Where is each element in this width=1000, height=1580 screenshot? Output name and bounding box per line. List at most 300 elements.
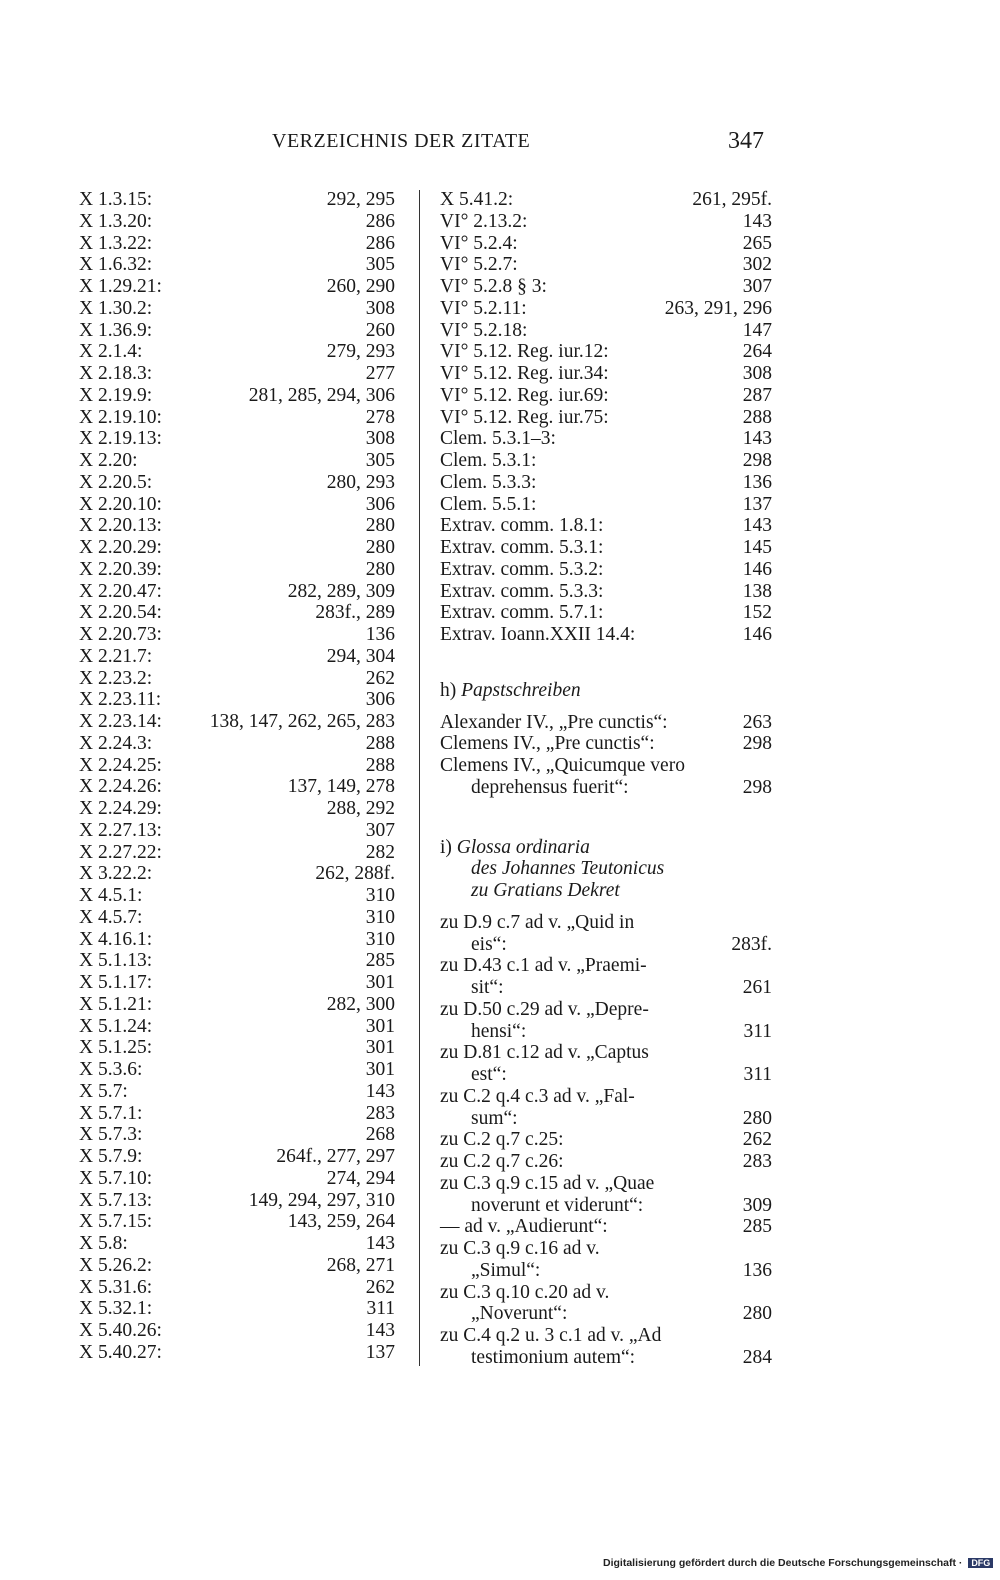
page-references: 298 <box>742 450 772 471</box>
page-references: 152 <box>742 602 772 624</box>
page-references: 263, 291, 296 <box>664 297 772 319</box>
page-references: 136 <box>742 471 772 493</box>
section-title-line: zu Gratians Dekret <box>471 880 620 901</box>
citation-reference: est“: <box>471 1064 507 1085</box>
page-references: 311 <box>366 1298 395 1320</box>
page-references: 143 <box>742 210 772 232</box>
citation-reference: X 2.23.2: <box>79 667 153 689</box>
page-references: 308 <box>365 428 395 450</box>
citation-reference: hensi“: <box>471 1020 527 1042</box>
citation-reference: deprehensus fuerit“: <box>471 776 629 798</box>
citation-reference: X 1.6.32: <box>79 254 153 276</box>
papstschreiben-entries <box>440 712 772 799</box>
citation-entry <box>79 363 395 385</box>
citation-reference: zu C.3 q.10 c.20 ad v. <box>440 1281 610 1303</box>
citation-entry <box>440 276 772 298</box>
page-references: 262 <box>365 667 395 689</box>
citation-reference: „Noverunt“: <box>471 1303 568 1325</box>
page-references: 292, 295 <box>326 189 395 210</box>
section-heading-glossa <box>440 837 772 902</box>
section-title: Papstschreiben <box>461 679 581 701</box>
citation-entry <box>79 994 395 1016</box>
citation-reference: zu D.43 c.1 ad v. „Praemi- <box>440 955 647 977</box>
page-references: 149, 294, 297, 310 <box>248 1189 395 1211</box>
page-references: 288, 292 <box>326 798 395 819</box>
page-references: 136 <box>365 624 395 645</box>
page-references: 137, 149, 278 <box>287 776 395 798</box>
page-references: 282 <box>365 841 395 863</box>
citation-entry <box>440 755 772 799</box>
citation-reference: VI° 5.2.18: <box>440 319 528 341</box>
citation-reference: X 2.20.39: <box>79 558 162 580</box>
page-references: 310 <box>365 928 395 950</box>
citation-reference: sum“: <box>471 1107 518 1129</box>
page-references: 282, 289, 309 <box>287 580 395 602</box>
citation-entry <box>79 1146 395 1168</box>
citation-entry <box>79 1190 395 1212</box>
citation-reference: X 5.7.3: <box>79 1124 143 1146</box>
citation-entry <box>440 341 772 363</box>
page-references: 283 <box>365 1102 395 1124</box>
citation-entry <box>79 385 395 407</box>
page-references: 302 <box>742 254 772 276</box>
citation-reference: X 1.3.22: <box>79 232 153 254</box>
citation-continuation <box>440 1195 772 1217</box>
citation-entry <box>440 211 772 233</box>
citation-reference: X 2.20.73: <box>79 624 162 645</box>
citation-reference: X 2.19.13: <box>79 428 162 450</box>
dfg-logo: DFG <box>968 1558 993 1568</box>
citation-entry <box>79 254 395 276</box>
page-references: 298 <box>742 776 772 798</box>
citation-reference: Alexander IV., „Pre cunctis“: <box>440 711 668 733</box>
citation-reference: zu C.2 q.7 c.26: <box>440 1151 564 1172</box>
citation-entry <box>79 820 395 842</box>
citation-entry <box>79 428 395 450</box>
citation-reference: Extrav. comm. 1.8.1: <box>440 515 604 537</box>
page-references: 283 <box>742 1151 772 1172</box>
page-references: 311 <box>743 1020 772 1042</box>
citation-entry <box>440 1129 772 1151</box>
page-references: 286 <box>365 232 395 254</box>
citation-entry <box>79 1277 395 1299</box>
citation-reference: X 5.31.6: <box>79 1276 153 1298</box>
page-references: 261 <box>742 977 772 998</box>
page-references: 288 <box>365 732 395 754</box>
citation-entry <box>79 929 395 951</box>
citation-reference: Extrav. comm. 5.3.1: <box>440 537 604 558</box>
citation-entry <box>440 320 772 342</box>
citation-entry <box>440 712 772 734</box>
citation-reference: Clem. 5.3.3: <box>440 471 537 493</box>
page-references: 279, 293 <box>326 341 395 363</box>
citation-entry <box>79 907 395 929</box>
citation-continuation <box>440 1260 772 1282</box>
page-references: 137 <box>365 1341 395 1363</box>
citation-reference: VI° 2.13.2: <box>440 210 528 232</box>
citation-reference: X 2.24.25: <box>79 754 162 776</box>
section-heading-papstschreiben <box>440 680 772 702</box>
citation-column-right <box>440 189 772 1369</box>
citation-reference: X 2.20.10: <box>79 493 162 515</box>
citation-reference: Extrav. comm. 5.3.2: <box>440 558 604 580</box>
citation-reference: X 4.16.1: <box>79 928 153 950</box>
citation-reference: X 4.5.1: <box>79 885 143 906</box>
citation-entry <box>440 298 772 320</box>
page-references: 263 <box>742 711 772 733</box>
citation-entry <box>79 776 395 798</box>
citation-entry <box>79 515 395 537</box>
column-divider <box>419 190 420 1366</box>
citation-entry <box>440 363 772 385</box>
page-references: 280 <box>742 1303 772 1325</box>
citation-entry <box>440 254 772 276</box>
page-references: 307 <box>742 276 772 297</box>
citation-reference: X 5.7: <box>79 1080 128 1102</box>
citation-reference: X 4.5.7: <box>79 906 143 928</box>
citation-continuation <box>440 1347 772 1369</box>
page-references: 307 <box>365 819 395 841</box>
citation-entry <box>79 407 395 429</box>
citation-entry <box>79 1233 395 1255</box>
citation-reference: zu C.3 q.9 c.15 ad v. „Quae <box>440 1172 655 1194</box>
citation-reference: X 5.26.2: <box>79 1254 153 1276</box>
page-references: 137 <box>742 493 772 515</box>
page-references: 287 <box>742 384 772 406</box>
page-references: 294, 304 <box>326 645 395 667</box>
page-references: 280 <box>365 558 395 580</box>
citation-entry <box>440 1151 772 1173</box>
page-references: 298 <box>742 733 772 755</box>
citation-entry <box>440 537 772 559</box>
page-references: 280, 293 <box>326 471 395 493</box>
citation-reference: X 5.3.6: <box>79 1059 143 1080</box>
citation-entry <box>79 798 395 820</box>
citation-entry <box>79 1059 395 1081</box>
citation-continuation <box>440 777 772 799</box>
citation-reference: zu D.81 c.12 ad v. „Captus <box>440 1042 649 1064</box>
citation-entry <box>79 1037 395 1059</box>
citation-reference: X 2.20.29: <box>79 537 162 558</box>
citation-reference: X 2.23.11: <box>79 689 162 711</box>
running-header-title: VERZEICHNIS DER ZITATE <box>272 130 531 152</box>
page-references: 143, 259, 264 <box>287 1211 395 1233</box>
citation-entry <box>440 1238 772 1282</box>
citation-continuation <box>440 1064 772 1086</box>
citation-entry <box>79 450 395 472</box>
citation-entry <box>79 189 395 211</box>
citation-reference: VI° 5.2.8 § 3: <box>440 276 547 297</box>
citation-reference: Extrav. Ioann.XXII 14.4: <box>440 624 636 645</box>
page-references: 265 <box>742 232 772 254</box>
page-references: 306 <box>365 689 395 711</box>
page-references: 260 <box>365 319 395 341</box>
citation-entry <box>440 1042 772 1086</box>
citation-reference: X 1.29.21: <box>79 276 162 297</box>
citation-reference: X 5.7.15: <box>79 1211 153 1233</box>
citation-reference: X 5.1.17: <box>79 972 153 993</box>
page-references: 277 <box>365 363 395 384</box>
citation-reference: X 5.7.10: <box>79 1167 153 1189</box>
page-references: 309 <box>742 1194 772 1216</box>
page-references: 284 <box>742 1346 772 1368</box>
citation-entry <box>440 912 772 956</box>
citation-entry <box>440 407 772 429</box>
citation-entry <box>79 341 395 363</box>
citation-reference: X 2.20.13: <box>79 515 162 537</box>
page-references: 310 <box>365 885 395 906</box>
page-references: 262, 288f. <box>315 863 395 885</box>
page-references: 268, 271 <box>326 1254 395 1276</box>
page-references: 146 <box>742 558 772 580</box>
citation-entry <box>440 559 772 581</box>
citation-reference: „Simul“: <box>471 1259 541 1281</box>
page-references: 268 <box>365 1124 395 1146</box>
page-references: 283f., 289 <box>315 602 395 624</box>
page-references: 262 <box>365 1276 395 1298</box>
citation-reference: Clem. 5.3.1: <box>440 450 537 471</box>
citation-entry <box>79 537 395 559</box>
citation-entry <box>79 1081 395 1103</box>
citation-reference: zu C.2 q.7 c.25: <box>440 1129 564 1151</box>
page-references: 274, 294 <box>326 1167 395 1189</box>
citation-reference: VI° 5.12. Reg. iur.12: <box>440 341 609 363</box>
citation-entry <box>79 755 395 777</box>
citation-entry <box>79 1255 395 1277</box>
citation-reference: Clem. 5.5.1: <box>440 493 537 515</box>
page-references: 301 <box>365 1037 395 1059</box>
citation-reference: X 2.20: <box>79 450 138 471</box>
citation-reference: X 2.24.29: <box>79 798 162 819</box>
citation-continuation <box>440 934 772 956</box>
citation-entry <box>440 602 772 624</box>
citation-continuation <box>440 1021 772 1043</box>
citation-entry <box>79 842 395 864</box>
citation-entry <box>79 950 395 972</box>
section-title: Glossa ordinaria <box>456 836 590 858</box>
page-references: 143 <box>365 1320 395 1341</box>
citation-reference: zu C.2 q.4 c.3 ad v. „Fal- <box>440 1085 635 1107</box>
citation-reference: X 1.36.9: <box>79 319 153 341</box>
citation-reference: VI° 5.12. Reg. iur.34: <box>440 363 609 384</box>
page-references: 308 <box>742 363 772 384</box>
citation-reference: zu D.50 c.29 ad v. „Depre- <box>440 998 649 1020</box>
citation-reference: VI° 5.2.4: <box>440 232 518 254</box>
page-references: 145 <box>742 537 772 558</box>
page-references: 262 <box>742 1129 772 1151</box>
page-references: 285 <box>365 950 395 972</box>
page-references: 138 <box>742 580 772 602</box>
citation-reference: X 5.7.1: <box>79 1102 143 1124</box>
digitization-footer <box>603 1557 993 1569</box>
citation-entry <box>79 1342 395 1364</box>
citation-entry <box>440 1216 772 1238</box>
citation-entry <box>79 211 395 233</box>
page-references: 286 <box>365 210 395 232</box>
page-references: 288 <box>365 754 395 776</box>
citation-reference: X 1.3.15: <box>79 189 153 210</box>
citation-reference: X 2.19.10: <box>79 406 162 428</box>
citation-reference: X 2.27.22: <box>79 841 162 863</box>
page-references: 260, 290 <box>326 276 395 297</box>
page-references: 285 <box>742 1216 772 1238</box>
page-references: 146 <box>742 624 772 645</box>
citation-reference: X 5.8: <box>79 1233 128 1254</box>
page-references: 308 <box>365 297 395 319</box>
citation-reference: X 5.7.13: <box>79 1189 153 1211</box>
citation-reference: X 1.30.2: <box>79 297 153 319</box>
citation-entry <box>79 559 395 581</box>
page-references: 311 <box>743 1064 772 1085</box>
citation-entry <box>79 472 395 494</box>
citation-reference: VI° 5.2.11: <box>440 297 527 319</box>
right-top-entries <box>440 189 772 646</box>
citation-reference: X 2.19.9: <box>79 384 153 406</box>
citation-reference: Extrav. comm. 5.7.1: <box>440 602 604 624</box>
citation-entry <box>440 385 772 407</box>
citation-entry <box>79 646 395 668</box>
page-references: 280 <box>742 1107 772 1129</box>
citation-reference: X 5.1.24: <box>79 1015 153 1037</box>
citation-entry <box>440 581 772 603</box>
citation-reference: X 2.27.13: <box>79 819 162 841</box>
citation-reference: zu D.9 c.7 ad v. „Quid in <box>440 911 635 933</box>
page-references: 301 <box>365 1015 395 1037</box>
citation-entry <box>440 1325 772 1369</box>
page-references: 143 <box>365 1080 395 1102</box>
footer-text: Digitalisierung gefördert durch die Deutsche Forschungsgemeinschaft · <box>603 1557 963 1569</box>
citation-reference: X 5.32.1: <box>79 1298 153 1320</box>
citation-entry <box>440 1086 772 1130</box>
citation-entry <box>79 1168 395 1190</box>
citation-entry <box>79 624 395 646</box>
citation-reference: Clem. 5.3.1–3: <box>440 428 556 450</box>
citation-entry <box>79 233 395 255</box>
citation-entry <box>79 1320 395 1342</box>
citation-reference: X 5.1.21: <box>79 993 153 1015</box>
citation-continuation <box>440 977 772 999</box>
page-references: 301 <box>365 1059 395 1080</box>
citation-column-left <box>79 189 395 1364</box>
citation-entry <box>79 298 395 320</box>
citation-reference: VI° 5.2.7: <box>440 254 518 276</box>
page-references: 143 <box>742 428 772 450</box>
citation-entry <box>79 1298 395 1320</box>
citation-entry <box>440 1173 772 1217</box>
citation-reference: X 5.40.27: <box>79 1341 162 1363</box>
citation-reference: noverunt et viderunt“: <box>471 1194 644 1216</box>
citation-entry <box>79 602 395 624</box>
page-number: 347 <box>728 128 764 154</box>
page-references: 264f., 277, 297 <box>276 1146 395 1167</box>
citation-entry <box>440 733 772 755</box>
citation-entry <box>79 972 395 994</box>
citation-continuation <box>440 1108 772 1130</box>
citation-entry <box>79 1103 395 1125</box>
citation-entry <box>440 1282 772 1326</box>
citation-reference: X 3.22.2: <box>79 863 153 885</box>
page-references: 143 <box>365 1233 395 1254</box>
page-references: 310 <box>365 906 395 928</box>
citation-reference: — ad v. „Audierunt“: <box>440 1216 608 1238</box>
citation-reference: X 2.21.7: <box>79 645 153 667</box>
citation-reference: X 2.20.5: <box>79 471 153 493</box>
citation-reference: Extrav. comm. 5.3.3: <box>440 580 604 602</box>
page-references: 261, 295f. <box>692 189 772 210</box>
section-title-line: des Johannes Teutonicus <box>471 858 665 880</box>
page-references: 264 <box>742 341 772 363</box>
citation-reference: eis“: <box>471 933 507 955</box>
citation-reference: Clemens IV., „Quicumque vero <box>440 755 685 776</box>
citation-entry <box>79 711 395 733</box>
page-references: 136 <box>742 1259 772 1281</box>
citation-entry <box>79 1124 395 1146</box>
citation-entry <box>440 515 772 537</box>
citation-entry <box>440 472 772 494</box>
citation-entry <box>79 494 395 516</box>
citation-reference: X 2.20.47: <box>79 580 162 602</box>
citation-entry <box>440 428 772 450</box>
citation-entry <box>79 863 395 885</box>
citation-continuation <box>440 1303 772 1325</box>
page-references: 278 <box>365 406 395 428</box>
page-references: 305 <box>365 254 395 276</box>
page-references: 280 <box>365 537 395 558</box>
page-references: 306 <box>365 493 395 515</box>
citation-reference: sit“: <box>471 977 504 998</box>
section-title-line <box>440 837 772 859</box>
citation-entry <box>440 955 772 999</box>
citation-reference: X 2.1.4: <box>79 341 143 363</box>
page-references: 280 <box>365 515 395 537</box>
citation-entry <box>79 689 395 711</box>
citation-reference: X 5.40.26: <box>79 1320 162 1341</box>
citation-reference: X 2.23.14: <box>79 711 162 732</box>
citation-entry <box>79 276 395 298</box>
citation-reference: testimonium autem“: <box>471 1346 636 1368</box>
page-references: 281, 285, 294, 306 <box>248 384 395 406</box>
citation-entry <box>79 733 395 755</box>
citation-entry <box>440 450 772 472</box>
citation-reference: X 2.24.26: <box>79 776 162 798</box>
citation-reference: VI° 5.12. Reg. iur.75: <box>440 406 609 428</box>
citation-entry <box>440 233 772 255</box>
glossa-entries <box>440 912 772 1369</box>
page-references: 305 <box>365 450 395 471</box>
citation-reference: X 5.1.25: <box>79 1037 153 1059</box>
page-references: 143 <box>742 515 772 537</box>
citation-reference: X 5.1.13: <box>79 950 153 972</box>
section-label: i) <box>440 836 452 858</box>
citation-entry <box>440 999 772 1043</box>
citation-entry <box>79 885 395 907</box>
citation-reference: X 2.18.3: <box>79 363 153 384</box>
citation-entry <box>79 581 395 603</box>
citation-reference: zu C.4 q.2 u. 3 c.1 ad v. „Ad <box>440 1325 662 1346</box>
citation-reference: X 2.24.3: <box>79 732 153 754</box>
citation-reference: X 5.7.9: <box>79 1146 143 1167</box>
citation-reference: X 2.20.54: <box>79 602 162 624</box>
citation-entry <box>440 189 772 211</box>
page-references: 282, 300 <box>326 993 395 1015</box>
citation-entry <box>440 494 772 516</box>
page-references: 147 <box>742 319 772 341</box>
page-references: 283f. <box>731 933 772 955</box>
section-label: h) <box>440 679 457 701</box>
citation-entry <box>79 1211 395 1233</box>
citation-entry <box>79 1016 395 1038</box>
citation-entry <box>79 320 395 342</box>
